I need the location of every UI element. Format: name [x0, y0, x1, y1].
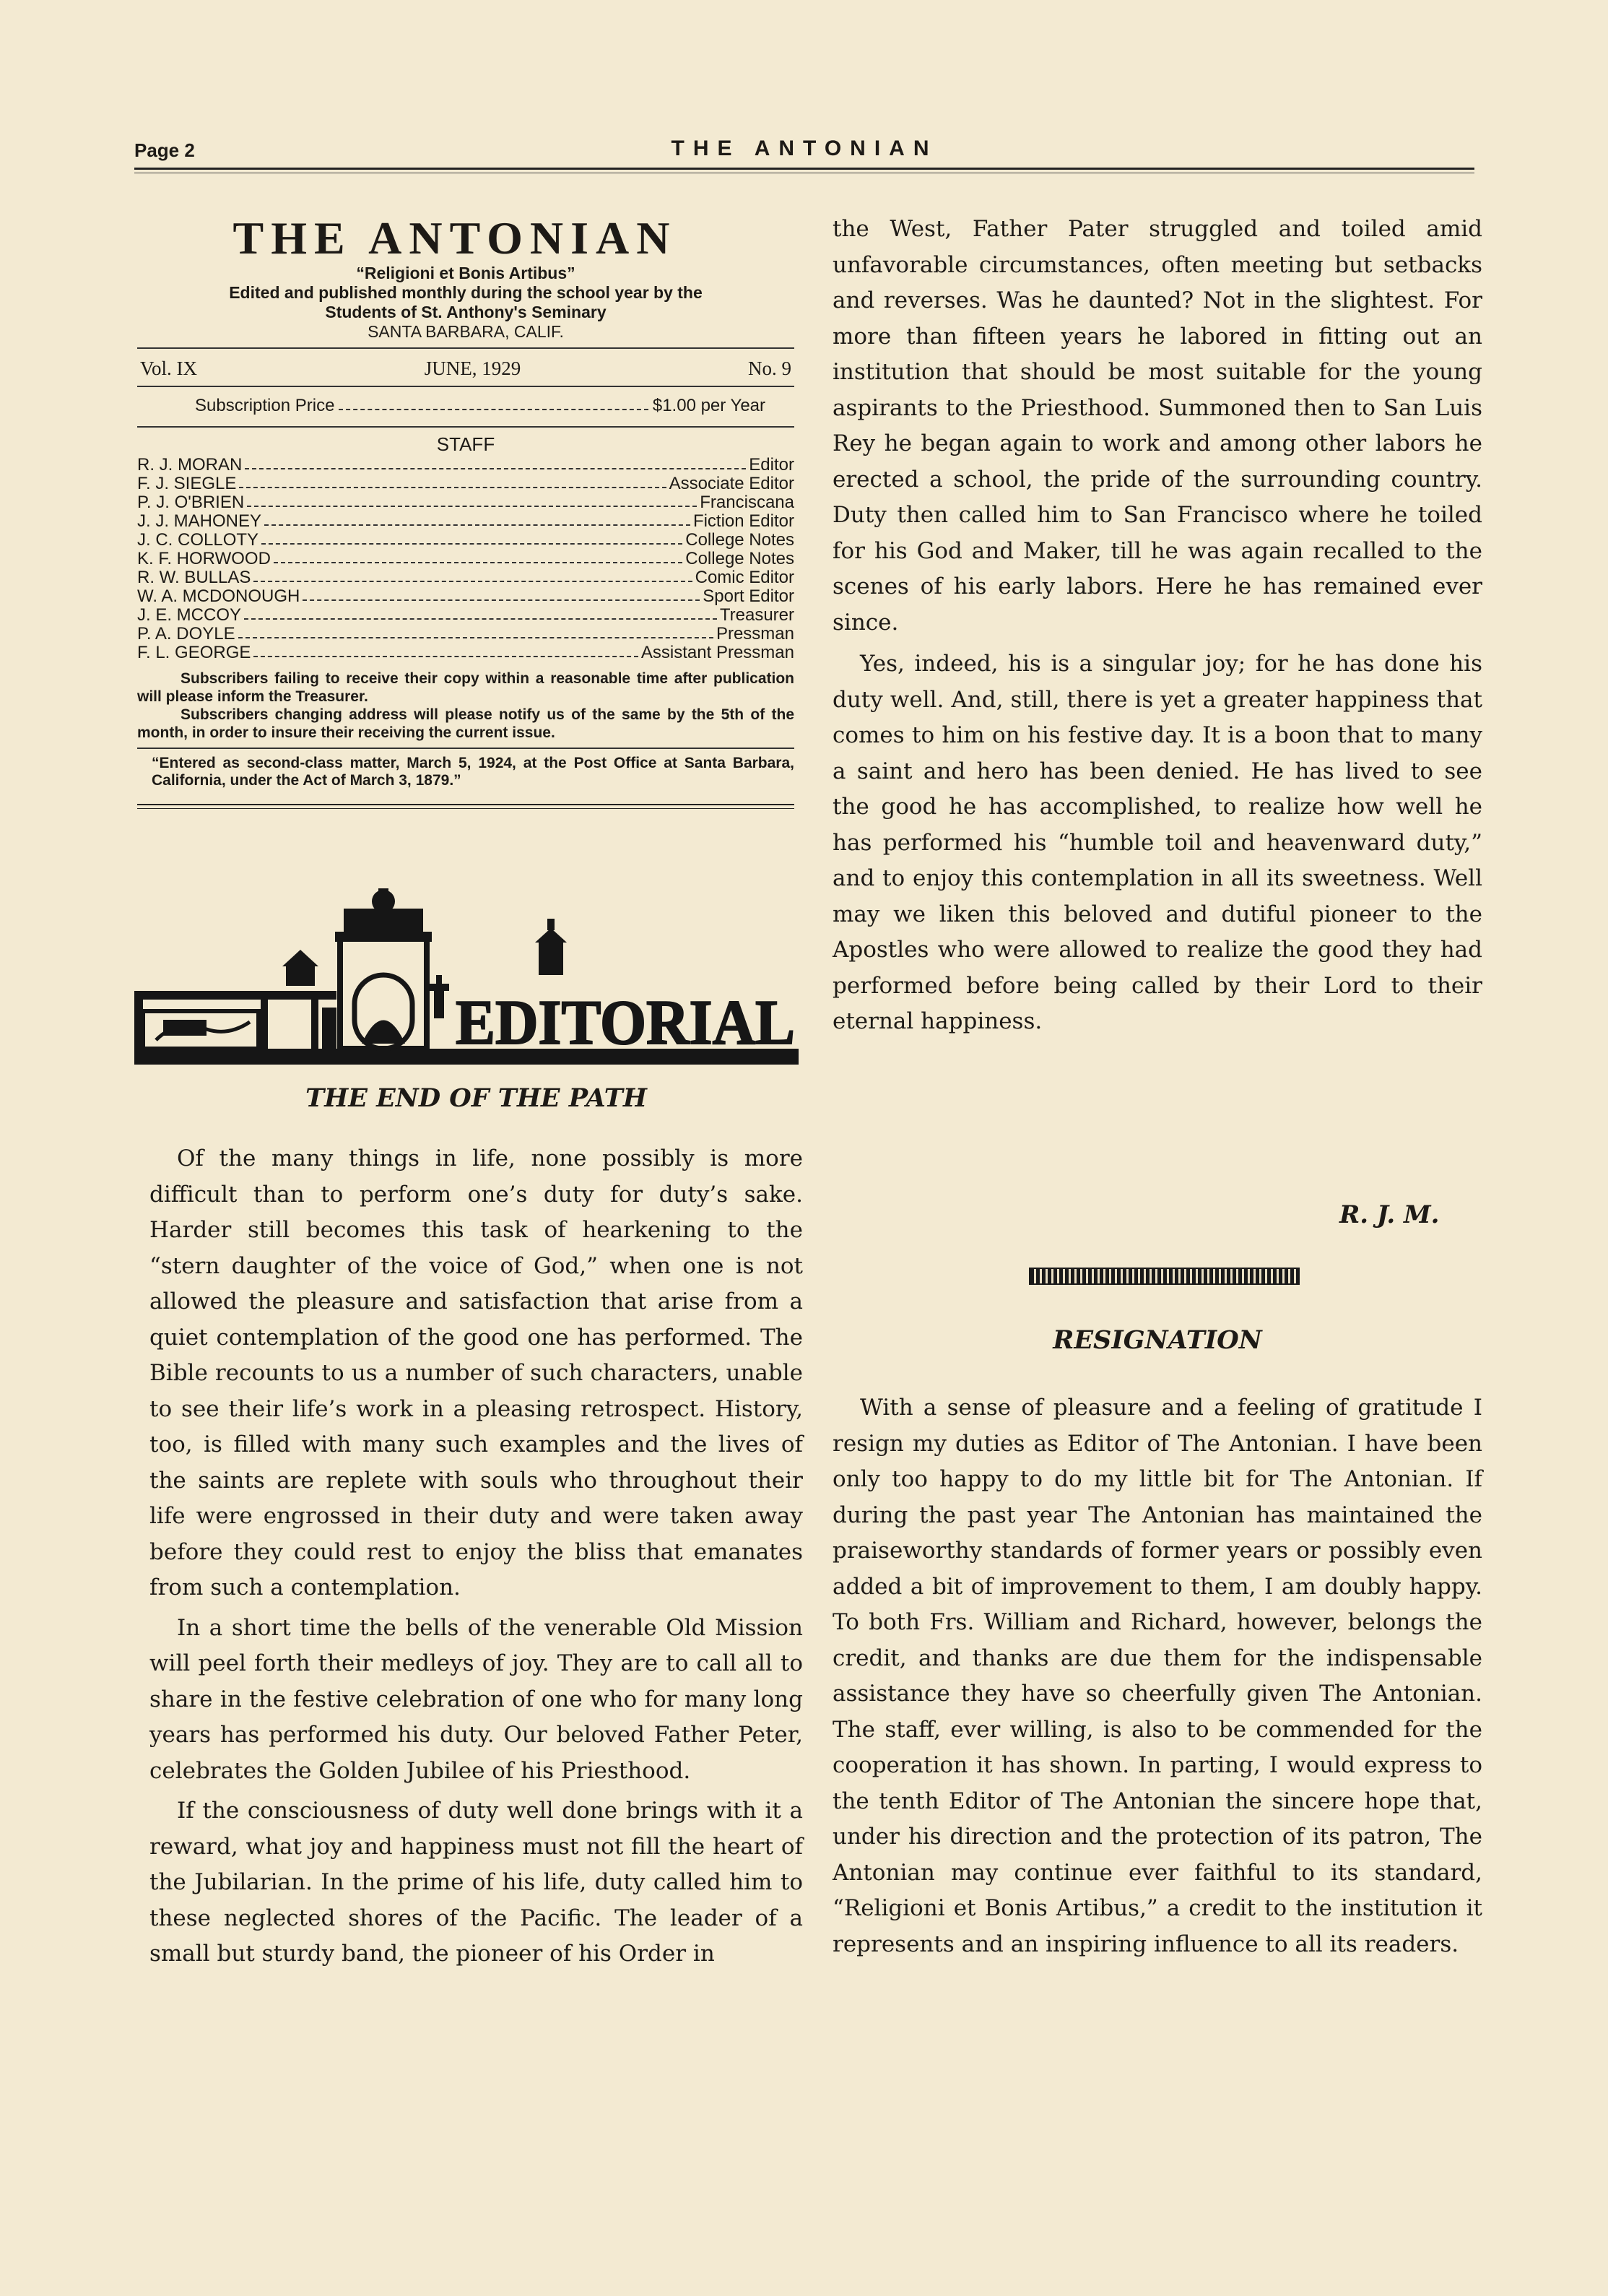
- article-paragraph: Of the many things in life, none possibly is more difficult than to perform one’s duty for duty’s sake. Harder still becomes this task of hearkening to the “stern daughter of the voice of God,” when one is not allowed the pleasure and satisfaction that arise from a quiet contemplation of the good one has performed. The Bible recounts to us a number of such characters, unable to see their life’s work in a pleasing retrospect. History, too, is filled with many such examples and the lives of the saints are replete with souls who throughout their life were engrossed in their duty and were taken away before they could rest to enjoy the bliss that emanates from such a contemplation.: [149, 1145, 803, 1600]
- staff-role: Pressman: [716, 624, 794, 644]
- dotted-leader: [238, 625, 713, 638]
- dotted-leader: [339, 396, 648, 410]
- staff-role: Sport Editor: [703, 586, 794, 606]
- staff-row: [137, 456, 794, 475]
- staff-row: [137, 625, 794, 644]
- subscriber-note-2: Subscribers changing address will please notify us of the same by the 5th of the month, in order to insure their receiving the current issue.: [137, 706, 794, 741]
- staff-row: [137, 475, 794, 493]
- editorial-cut: [134, 888, 799, 1069]
- issue-number: No. 9: [747, 358, 791, 379]
- staff-role: Associate Editor: [669, 474, 794, 493]
- staff-name: K. F. HORWOOD: [137, 549, 271, 568]
- staff-row: [137, 587, 794, 606]
- article-paragraph: Yes, indeed, his is a singular joy; for he has done his duty well. And, still, there is yet a greater happiness that comes to him on his festive day. It is a boon that to many a saint and hero has been denied. He has lived to see the good he has accomplished, to realize how well he has performed his “humble toil and heavenward duty,” and to enjoy this contemplation in all its sweetness. Well may we liken this beloved and dutiful pioneer to the Apostles who were allowed to realize the good they had performed before being called by their Lord to their eternal happiness.: [833, 651, 1482, 1034]
- masthead-line3: SANTA BARBARA, CALIF.: [368, 322, 564, 341]
- dotted-leader: [245, 456, 746, 469]
- page-number: Page 2: [134, 139, 195, 161]
- staff-row: [137, 493, 794, 512]
- staff-role: College Notes: [685, 530, 794, 550]
- staff-list: [137, 456, 794, 662]
- running-header: [134, 139, 1474, 168]
- staff-role: Fiction Editor: [692, 511, 794, 531]
- volume-row: [137, 355, 794, 380]
- article-end-of-path-continued: [833, 212, 1482, 1040]
- article-title: RESIGNATION: [1053, 1325, 1262, 1355]
- masthead-rule: [137, 347, 794, 349]
- dotted-leader: [244, 606, 717, 620]
- staff-row: [137, 568, 794, 587]
- dotted-leader: [274, 550, 682, 563]
- staff-name: W. A. MCDONOUGH: [137, 586, 300, 606]
- staff-row: [137, 550, 794, 568]
- subscription-row: [137, 393, 794, 420]
- masthead-bottom-rule-thin: [137, 808, 794, 809]
- article-title: THE END OF THE PATH: [305, 1083, 647, 1113]
- article-paragraph: the West, Father Pater struggled and toiled amid unfavorable circumstances, often meeting but setbacks and reverses. Was he daunted? Not in the slightest. For more than fifteen years he labored in fitting out an institution that should be most suitable for the young aspirants to the Priesthood. Summoned then to San Luis Rey he began again to work and among other labors he erected a school, the pride of the surrounding country. Duty then called him to San Francisco where he toiled for his God and Maker, till he was again recalled to the scenes of his early labors. Here he has remained ever since.: [833, 216, 1482, 636]
- dotted-leader: [253, 568, 692, 582]
- article-paragraph: With a sense of pleasure and a feeling of gratitude I resign my duties as Editor of The Antonian. I have been only too happy to do my little bit for The Antonian. If during the past year The Antonian has maintained the praiseworthy standards of former years or possibly even added a bit of improvement to them, I am doubly happy. To both Frs. William and Richard, however, belongs the credit, and thanks are due them for the indispensable assistance they have so cheerfully given The Antonian. The staff, ever willing, is also to be commended for the cooperation it has shown. In parting, I would express to the tenth Editor of The Antonian the sincere hope that, under his direction and the protection of its patron, The Antonian may continue ever faithful to its standard, “Religioni et Bonis Artibus,” a credit to the institution it represents and an inspiring influence to all its readers.: [833, 1395, 1482, 1957]
- masthead-bottom-rule: [137, 804, 794, 805]
- staff-name: P. J. O'BRIEN: [137, 493, 245, 512]
- masthead-line1: Edited and published monthly during the school year by the: [229, 283, 703, 302]
- staff-heading: STAFF: [436, 433, 495, 455]
- dotted-leader: [239, 475, 666, 488]
- staff-role: Assistant Pressman: [640, 643, 794, 662]
- staff-row: [137, 606, 794, 625]
- subscriber-notes: [137, 670, 794, 742]
- article-paragraph: In a short time the bells of the venerable Old Mission will peel forth their medleys of joy. They are to call all to share in the festive celebration of one who for many long years has performed his duty. Our beloved Father Peter, celebrates the Golden Jubilee of his Priesthood.: [149, 1614, 803, 1784]
- staff-name: R. W. BULLAS: [137, 568, 251, 587]
- article-paragraph: If the consciousness of duty well done brings with it a reward, what joy and happiness must not fill the heart of the Jubilarian. In the prime of his life, duty called him to these neglected shores of the Pacific. The leader of a small but sturdy band, the pioneer of his Order in: [149, 1798, 803, 1967]
- subscription-price: $1.00 per Year: [652, 396, 765, 415]
- staff-role: Comic Editor: [695, 568, 794, 587]
- section-ornament: [1029, 1268, 1300, 1285]
- article-resignation-title-wrap: [833, 1325, 1482, 1355]
- staff-role: College Notes: [685, 549, 794, 568]
- entered-notice: “Entered as second-class matter, March 5, 1924, at the Post Office at Santa Barbara, California, under the Act of March 3, 1879.”: [152, 755, 794, 789]
- article-signature: R. J. M.: [1339, 1200, 1440, 1229]
- issue-date: JUNE, 1929: [424, 358, 521, 379]
- staff-name: P. A. DOYLE: [137, 624, 235, 644]
- dotted-leader: [261, 531, 682, 545]
- staff-row: [137, 512, 794, 531]
- article-end-of-path-title-wrap: [149, 1083, 803, 1113]
- article-end-of-path-body: [149, 1141, 803, 1972]
- staff-name: J. J. MAHONEY: [137, 511, 262, 531]
- dotted-leader: [247, 493, 697, 507]
- volume: Vol. IX: [140, 358, 198, 379]
- running-title: THE ANTONIAN: [671, 137, 938, 160]
- subscription-rule: [137, 426, 794, 428]
- staff-row: [137, 644, 794, 662]
- mission-illustration: [134, 888, 799, 1069]
- entered-rule: [137, 748, 794, 749]
- editorial-word: EDITORIAL: [456, 988, 795, 1058]
- staff-role: Treasurer: [719, 605, 794, 625]
- masthead-motto: “Religioni et Bonis Artibus”: [356, 264, 575, 282]
- dotted-leader: [303, 587, 700, 601]
- staff-row: [137, 531, 794, 550]
- subscriber-note-1: Subscribers failing to receive their copy within a reasonable time after publication will please inform the Treasurer.: [137, 670, 794, 705]
- masthead-title: THE ANTONIAN: [232, 212, 677, 264]
- dotted-leader: [264, 512, 690, 526]
- staff-name: F. L. GEORGE: [137, 643, 251, 662]
- staff-role: Franciscana: [700, 493, 794, 512]
- article-resignation-body: [833, 1390, 1482, 1962]
- volume-rule: [137, 386, 794, 387]
- masthead-line2: Students of St. Anthony's Seminary: [325, 303, 607, 321]
- subscription-label: Subscription Price: [195, 396, 335, 415]
- dotted-leader: [253, 644, 638, 657]
- staff-name: R. J. MORAN: [137, 455, 243, 475]
- staff-role: Editor: [749, 455, 794, 475]
- staff-name: J. C. COLLOTY: [137, 530, 259, 550]
- staff-name: J. E. MCCOY: [137, 605, 242, 625]
- staff-name: F. J. SIEGLE: [137, 474, 237, 493]
- header-rule: [134, 168, 1474, 170]
- masthead: [137, 213, 794, 809]
